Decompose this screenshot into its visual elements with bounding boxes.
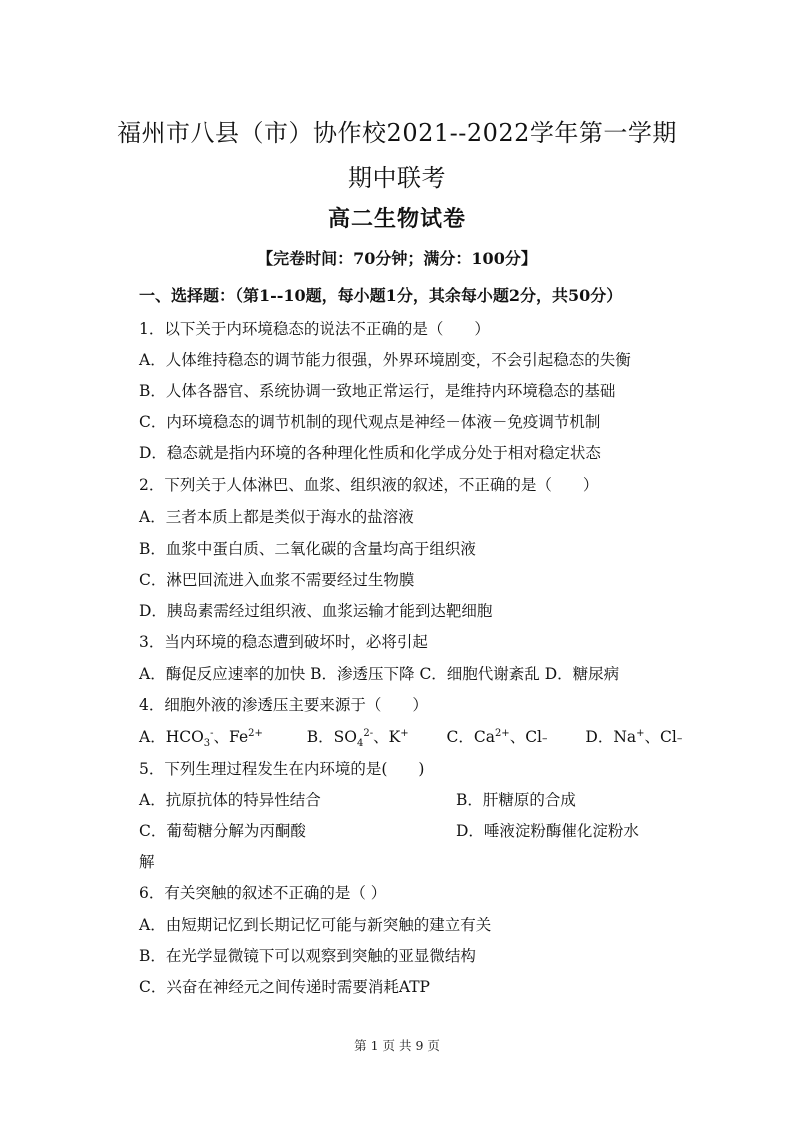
question-3-stem: 3．当内环境的稳态遭到破坏时，必将引起 [139,633,428,651]
question-1-option-d: D．稳态就是指内环境的各种理化性质和化学成分处于相对稳定状态 [139,444,601,462]
exam-subject: 高二生物试卷 [327,206,466,232]
question-1-option-b: B．人体各器官、系统协调一致地正常运行，是维持内环境稳态的基础 [139,382,616,400]
question-5-option-b: B．肝糖原的合成 [456,791,576,809]
question-4-option-b: B．$SO_4^{2-}$、K+ [306,727,409,750]
question-5-option-a: A．抗原抗体的特异性结合 [139,791,321,809]
question-2-stem: 2．下列关于人体淋巴、血浆、组织液的叙述，不正确的是（ ） [139,476,599,494]
page-footer: 第 1 页 共 9 页 [354,1038,440,1053]
question-1-stem: 1．以下关于内环境稳态的说法不正确的是（ ） [139,320,490,338]
question-2-option-a: A．三者本质上都是类似于海水的盐溶液 [139,508,414,526]
question-2-option-c: C．淋巴回流进入血浆不需要经过生物膜 [139,571,415,589]
question-4-options [139,725,683,750]
question-5-stem: 5．下列生理过程发生在内环境的是( ) [139,760,425,778]
question-6-option-c: C．兴奋在神经元之间传递时需要消耗ATP [139,978,430,996]
question-6-option-a: A．由短期记忆到长期记忆可能与新突触的建立有关 [139,916,492,934]
question-1-option-a: A．人体维持稳态的调节能力很强，外界环境剧变，不会引起稳态的失衡 [139,351,631,369]
question-2-option-b: B．血浆中蛋白质、二氧化碳的含量均高于组织液 [139,540,476,558]
question-6-stem: 6．有关突触的叙述不正确的是（ ） [139,884,387,902]
question-4-option-d: D．Na+、Cl– [585,727,683,746]
question-2-option-d: D．胰岛素需经过组织液、血浆运输才能到达靶细胞 [139,602,493,620]
question-5-option-c: C．葡萄糖分解为丙酮酸 [139,822,306,840]
question-4-option-c: C．$Ca^{2+}$、Cl– [446,727,548,746]
question-1-option-c: C．内环境稳态的调节机制的现代观点是神经－体液－免疫调节机制 [139,413,601,431]
exam-title-line1: 福州市八县（市）协作校2021--2022学年第一学期 [117,119,677,147]
exam-time-info: 【完卷时间：70分钟；满分：100分】 [257,249,537,268]
question-6-option-b: B．在光学显微镜下可以观察到突触的亚显微结构 [139,947,476,965]
question-4-stem: 4．细胞外液的渗透压主要来源于（ ） [139,696,428,714]
exam-title-line2: 期中联考 [348,164,446,192]
question-4-option-a: A．$HCO_3^-$、$Fe^{2+}$ [139,727,263,750]
question-5-option-d-wrap: 解 [139,853,155,871]
question-3-options: A．酶促反应速率的加快 B．渗透压下降 C．细胞代谢紊乱 D．糖尿病 [139,665,620,683]
question-5-option-d: D．唾液淀粉酶催化淀粉水 [456,822,639,840]
section-heading: 一、选择题：（第1--10题，每小题1分，其余每小题2分，共50分） [139,286,623,305]
